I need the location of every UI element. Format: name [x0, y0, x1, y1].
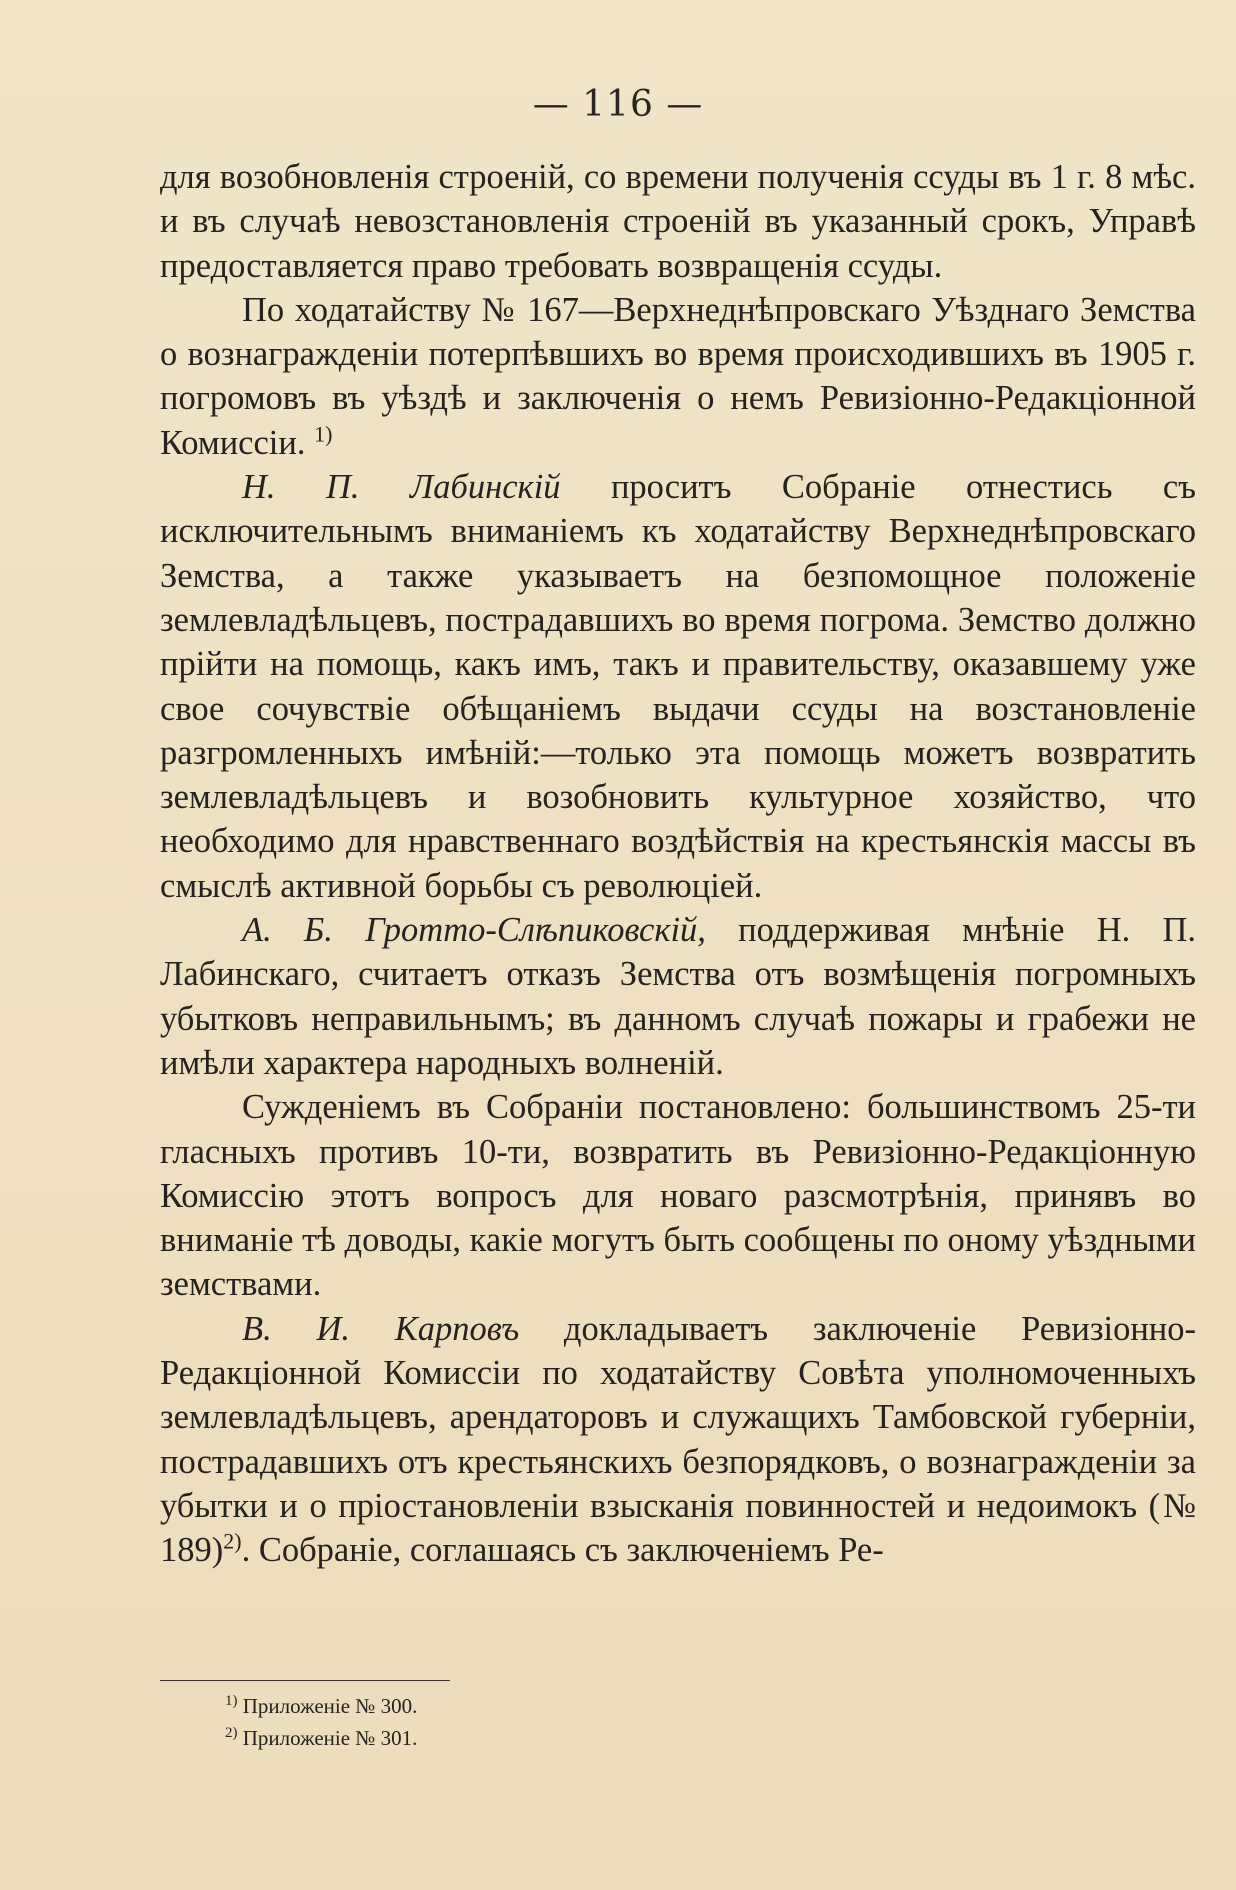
speaker-name: В. И. Карповъ: [242, 1309, 520, 1348]
body-text: [160, 155, 1196, 1573]
footnote-text: Приложеніе № 300.: [242, 1694, 418, 1718]
footnotes: [225, 1690, 417, 1754]
paragraph-grotto: [160, 908, 1196, 1085]
speaker-name: Н. П. Лабинскій: [242, 468, 561, 507]
paragraph-text: Сужденіемъ въ Собраніи постановлено: большинствомъ 25-ти гласныхъ противъ 10-ти, возвратить въ Ревизіонно-Редакціонную Комиссію этотъ вопросъ для новаго разсмотрѣнія, принявъ во вниманіе тѣ доводы, какіе могутъ быть сообщены по оному уѣздными земствами.: [160, 1088, 1197, 1304]
paragraph-labinsky: [160, 465, 1196, 908]
paragraph-karpov: [160, 1307, 1196, 1573]
page-number: — 116 —: [532, 84, 704, 125]
footnote-divider: [160, 1680, 450, 1681]
footnote-mark: 1): [225, 1693, 238, 1709]
paragraph-petition-167: [160, 288, 1196, 465]
paragraph-text: для возобновленія строеній, со времени полученія ссуды въ 1 г. 8 мѣс. и въ случаѣ невозстановленія строеній въ указанный срокъ, Управѣ предоставляется право требовать возвращенія ссуды.: [160, 158, 1196, 285]
footnote-ref: 1): [314, 421, 333, 447]
paragraph-resolution: [160, 1085, 1196, 1306]
footnote-mark: 2): [225, 1725, 238, 1741]
speaker-name: А. Б. Гротто-Слѣпиковскій,: [242, 911, 706, 950]
footnote-2: [225, 1722, 417, 1754]
paragraph-text: поддерживая мнѣніе Н. П. Лабинскаго, считаетъ отказъ Земства отъ возмѣщенія погромныхъ убытковъ неправильнымъ; въ данномъ случаѣ пожары и грабежи не имѣли характера народныхъ волненій.: [160, 911, 1197, 1082]
footnote-text: Приложеніе № 301.: [242, 1726, 418, 1750]
paragraph-text-tail: . Собраніе, соглашаясь съ заключеніемъ Ре-: [241, 1531, 884, 1570]
paragraph-text: По ходатайству № 167—Верхнеднѣпровскаго Уѣзднаго Земства о вознагражденіи потерпѣвшихъ во время происходившихъ въ 1905 г. погромовъ въ уѣздѣ и заключенія о немъ Ревизіонно-Редакціонной Комиссіи.: [160, 290, 1196, 462]
paragraph-text: докладываетъ заключеніе Ревизіонно-Редакціонной Комиссіи по ходатайству Совѣта уполномоченныхъ землевладѣльцевъ, арендаторовъ и служащихъ Тамбовской губерніи, пострадавшихъ отъ крестьянскихъ безпорядковъ, о вознагражденіи за убытки и о пріостановленіи взысканія повинностей и недоимокъ (№ 189): [160, 1309, 1197, 1570]
paragraph-text: проситъ Собраніе отнестись съ исключительнымъ вниманіемъ къ ходатайству Верхнеднѣпровскаго Земства, а также указываетъ на безпомощное положеніе землевладѣльцевъ, пострадавшихъ во время погрома. Земство должно прійти на помощь, какъ имъ, такъ и правительству, оказавшему уже свое сочувствіе обѣщаніемъ выдачи ссуды на возстановленіе разгромленныхъ имѣній:—только эта помощь можетъ возвратить землевладѣльцевъ и возобновить культурное хозяйство, что необходимо для нравственнаго воздѣйствія на крестьянскія массы въ смыслѣ активной борьбы съ революціей.: [160, 468, 1197, 905]
paragraph-continuation: [160, 155, 1196, 288]
footnote-ref: 2): [223, 1528, 242, 1554]
footnote-1: [225, 1690, 417, 1722]
